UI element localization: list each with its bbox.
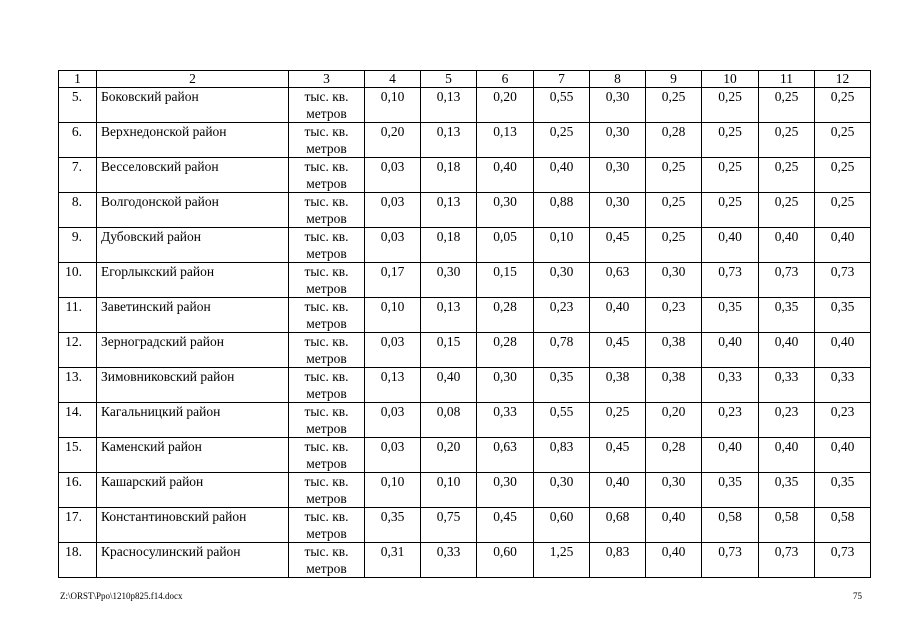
value-cell: 0,28: [646, 438, 702, 473]
value-cell: 0,33: [815, 368, 871, 403]
district-name: Кагальницкий район: [97, 403, 289, 438]
value-cell: 0,30: [646, 263, 702, 298]
value-cell: 0,25: [815, 193, 871, 228]
value-cell: 0,35: [815, 298, 871, 333]
value-cell: 0,15: [421, 333, 477, 368]
district-name: Верхнедонской район: [97, 123, 289, 158]
table-row: [59, 263, 871, 298]
value-cell: 0,78: [534, 333, 590, 368]
value-cell: 0,40: [759, 228, 815, 263]
value-cell: 0,73: [759, 263, 815, 298]
unit-cell: тыс. кв. метров: [289, 228, 365, 263]
value-cell: 0,30: [534, 473, 590, 508]
value-cell: 0,25: [702, 158, 759, 193]
row-number: 8.: [59, 193, 97, 228]
value-cell: 0,30: [590, 123, 646, 158]
value-cell: 0,31: [365, 543, 421, 578]
unit-cell: тыс. кв. метров: [289, 298, 365, 333]
row-number: 9.: [59, 228, 97, 263]
value-cell: 0,23: [759, 403, 815, 438]
value-cell: 0,73: [815, 543, 871, 578]
unit-cell: тыс. кв. метров: [289, 438, 365, 473]
value-cell: 0,23: [815, 403, 871, 438]
unit-cell: тыс. кв. метров: [289, 158, 365, 193]
row-number: 12.: [59, 333, 97, 368]
value-cell: 0,03: [365, 193, 421, 228]
value-cell: 0,13: [421, 298, 477, 333]
value-cell: 0,20: [421, 438, 477, 473]
value-cell: 1,25: [534, 543, 590, 578]
value-cell: 0,28: [646, 123, 702, 158]
value-cell: 0,40: [590, 298, 646, 333]
value-cell: 0,40: [646, 543, 702, 578]
value-cell: 0,03: [365, 438, 421, 473]
column-number-header: 8: [590, 71, 646, 88]
value-cell: 0,25: [815, 158, 871, 193]
value-cell: 0,40: [702, 438, 759, 473]
value-cell: 0,60: [477, 543, 534, 578]
value-cell: 0,45: [477, 508, 534, 543]
value-cell: 0,10: [421, 473, 477, 508]
value-cell: 0,18: [421, 158, 477, 193]
value-cell: 0,30: [477, 473, 534, 508]
district-name: Константиновский район: [97, 508, 289, 543]
value-cell: 0,45: [590, 228, 646, 263]
value-cell: 0,55: [534, 88, 590, 123]
district-name: Егорлыкский район: [97, 263, 289, 298]
table-row: [59, 368, 871, 403]
row-number: 17.: [59, 508, 97, 543]
unit-cell: тыс. кв. метров: [289, 368, 365, 403]
footer-file-path: Z:\ORST\Ppo\1210p825.f14.docx: [60, 591, 183, 601]
district-name: Весселовский район: [97, 158, 289, 193]
value-cell: 0,23: [646, 298, 702, 333]
value-cell: 0,38: [590, 368, 646, 403]
value-cell: 0,05: [477, 228, 534, 263]
value-cell: 0,13: [421, 88, 477, 123]
value-cell: 0,25: [646, 193, 702, 228]
value-cell: 0,40: [477, 158, 534, 193]
value-cell: 0,30: [477, 368, 534, 403]
row-number: 15.: [59, 438, 97, 473]
value-cell: 0,35: [759, 473, 815, 508]
value-cell: 0,45: [590, 333, 646, 368]
value-cell: 0,63: [590, 263, 646, 298]
value-cell: 0,30: [590, 88, 646, 123]
column-number-header: 11: [759, 71, 815, 88]
table-row: [59, 403, 871, 438]
value-cell: 0,25: [646, 228, 702, 263]
value-cell: 0,13: [477, 123, 534, 158]
row-number: 18.: [59, 543, 97, 578]
district-name: Красносулинский район: [97, 543, 289, 578]
value-cell: 0,58: [815, 508, 871, 543]
unit-cell: тыс. кв. метров: [289, 263, 365, 298]
value-cell: 0,03: [365, 158, 421, 193]
column-number-header: 7: [534, 71, 590, 88]
table-row: [59, 88, 871, 123]
table-row: [59, 508, 871, 543]
row-number: 11.: [59, 298, 97, 333]
value-cell: 0,23: [702, 403, 759, 438]
district-name: Заветинский район: [97, 298, 289, 333]
footer-page-number: 75: [853, 591, 862, 601]
district-name: Зимовниковский район: [97, 368, 289, 403]
row-number: 7.: [59, 158, 97, 193]
table-row: [59, 543, 871, 578]
column-number-header: 6: [477, 71, 534, 88]
table-row: [59, 123, 871, 158]
value-cell: 0,25: [759, 88, 815, 123]
column-number-header: 4: [365, 71, 421, 88]
value-cell: 0,17: [365, 263, 421, 298]
value-cell: 0,35: [815, 473, 871, 508]
value-cell: 0,25: [534, 123, 590, 158]
value-cell: 0,58: [759, 508, 815, 543]
value-cell: 0,38: [646, 333, 702, 368]
value-cell: 0,30: [421, 263, 477, 298]
unit-cell: тыс. кв. метров: [289, 193, 365, 228]
table-row: [59, 228, 871, 263]
value-cell: 0,68: [590, 508, 646, 543]
value-cell: 0,33: [421, 543, 477, 578]
value-cell: 0,25: [759, 158, 815, 193]
value-cell: 0,35: [365, 508, 421, 543]
table-row: [59, 193, 871, 228]
table-row: [59, 438, 871, 473]
value-cell: 0,73: [702, 263, 759, 298]
table-row: [59, 158, 871, 193]
value-cell: 0,33: [702, 368, 759, 403]
unit-cell: тыс. кв. метров: [289, 473, 365, 508]
table-row: [59, 298, 871, 333]
district-name: Волгодонской район: [97, 193, 289, 228]
value-cell: 0,58: [702, 508, 759, 543]
value-cell: 0,33: [477, 403, 534, 438]
column-number-header: 2: [97, 71, 289, 88]
value-cell: 0,25: [815, 88, 871, 123]
value-cell: 0,15: [477, 263, 534, 298]
district-name: Боковский район: [97, 88, 289, 123]
value-cell: 0,10: [365, 298, 421, 333]
value-cell: 0,03: [365, 403, 421, 438]
value-cell: 0,25: [759, 123, 815, 158]
column-number-header: 10: [702, 71, 759, 88]
value-cell: 0,73: [702, 543, 759, 578]
row-number: 14.: [59, 403, 97, 438]
value-cell: 0,20: [646, 403, 702, 438]
district-name: Дубовский район: [97, 228, 289, 263]
value-cell: 0,13: [365, 368, 421, 403]
table-body: [59, 71, 871, 578]
value-cell: 0,40: [646, 508, 702, 543]
value-cell: 0,60: [534, 508, 590, 543]
value-cell: 0,35: [759, 298, 815, 333]
unit-cell: тыс. кв. метров: [289, 123, 365, 158]
value-cell: 0,25: [759, 193, 815, 228]
column-number-header: 3: [289, 71, 365, 88]
value-cell: 0,63: [477, 438, 534, 473]
value-cell: 0,35: [534, 368, 590, 403]
value-cell: 0,25: [702, 123, 759, 158]
value-cell: 0,20: [477, 88, 534, 123]
column-number-header: 12: [815, 71, 871, 88]
district-name: Зерноградский район: [97, 333, 289, 368]
value-cell: 0,25: [646, 88, 702, 123]
value-cell: 0,30: [646, 473, 702, 508]
value-cell: 0,25: [646, 158, 702, 193]
value-cell: 0,23: [534, 298, 590, 333]
unit-cell: тыс. кв. метров: [289, 333, 365, 368]
value-cell: 0,73: [759, 543, 815, 578]
value-cell: 0,75: [421, 508, 477, 543]
value-cell: 0,40: [702, 228, 759, 263]
value-cell: 0,40: [815, 228, 871, 263]
value-cell: 0,45: [590, 438, 646, 473]
value-cell: 0,40: [815, 333, 871, 368]
value-cell: 0,40: [421, 368, 477, 403]
row-number: 5.: [59, 88, 97, 123]
column-number-header: 5: [421, 71, 477, 88]
value-cell: 0,40: [759, 438, 815, 473]
value-cell: 0,38: [646, 368, 702, 403]
value-cell: 0,28: [477, 333, 534, 368]
value-cell: 0,08: [421, 403, 477, 438]
row-number: 6.: [59, 123, 97, 158]
data-table: [58, 70, 871, 578]
unit-cell: тыс. кв. метров: [289, 543, 365, 578]
table-row: [59, 333, 871, 368]
value-cell: 0,10: [365, 88, 421, 123]
row-number: 13.: [59, 368, 97, 403]
value-cell: 0,73: [815, 263, 871, 298]
header-row: [59, 71, 871, 88]
value-cell: 0,55: [534, 403, 590, 438]
table-row: [59, 473, 871, 508]
value-cell: 0,83: [534, 438, 590, 473]
column-number-header: 1: [59, 71, 97, 88]
row-number: 16.: [59, 473, 97, 508]
unit-cell: тыс. кв. метров: [289, 403, 365, 438]
value-cell: 0,20: [365, 123, 421, 158]
unit-cell: тыс. кв. метров: [289, 508, 365, 543]
value-cell: 0,10: [534, 228, 590, 263]
value-cell: 0,25: [590, 403, 646, 438]
value-cell: 0,25: [815, 123, 871, 158]
value-cell: 0,13: [421, 123, 477, 158]
value-cell: 0,03: [365, 333, 421, 368]
value-cell: 0,10: [365, 473, 421, 508]
value-cell: 0,40: [815, 438, 871, 473]
column-number-header: 9: [646, 71, 702, 88]
value-cell: 0,83: [590, 543, 646, 578]
value-cell: 0,33: [759, 368, 815, 403]
unit-cell: тыс. кв. метров: [289, 88, 365, 123]
value-cell: 0,30: [477, 193, 534, 228]
row-number: 10.: [59, 263, 97, 298]
value-cell: 0,40: [590, 473, 646, 508]
value-cell: 0,40: [534, 158, 590, 193]
value-cell: 0,25: [702, 88, 759, 123]
value-cell: 0,30: [590, 193, 646, 228]
value-cell: 0,30: [534, 263, 590, 298]
value-cell: 0,28: [477, 298, 534, 333]
value-cell: 0,18: [421, 228, 477, 263]
value-cell: 0,30: [590, 158, 646, 193]
district-name: Кашарский район: [97, 473, 289, 508]
district-name: Каменский район: [97, 438, 289, 473]
value-cell: 0,03: [365, 228, 421, 263]
value-cell: 0,35: [702, 473, 759, 508]
value-cell: 0,13: [421, 193, 477, 228]
value-cell: 0,35: [702, 298, 759, 333]
value-cell: 0,88: [534, 193, 590, 228]
value-cell: 0,40: [759, 333, 815, 368]
value-cell: 0,40: [702, 333, 759, 368]
value-cell: 0,25: [702, 193, 759, 228]
